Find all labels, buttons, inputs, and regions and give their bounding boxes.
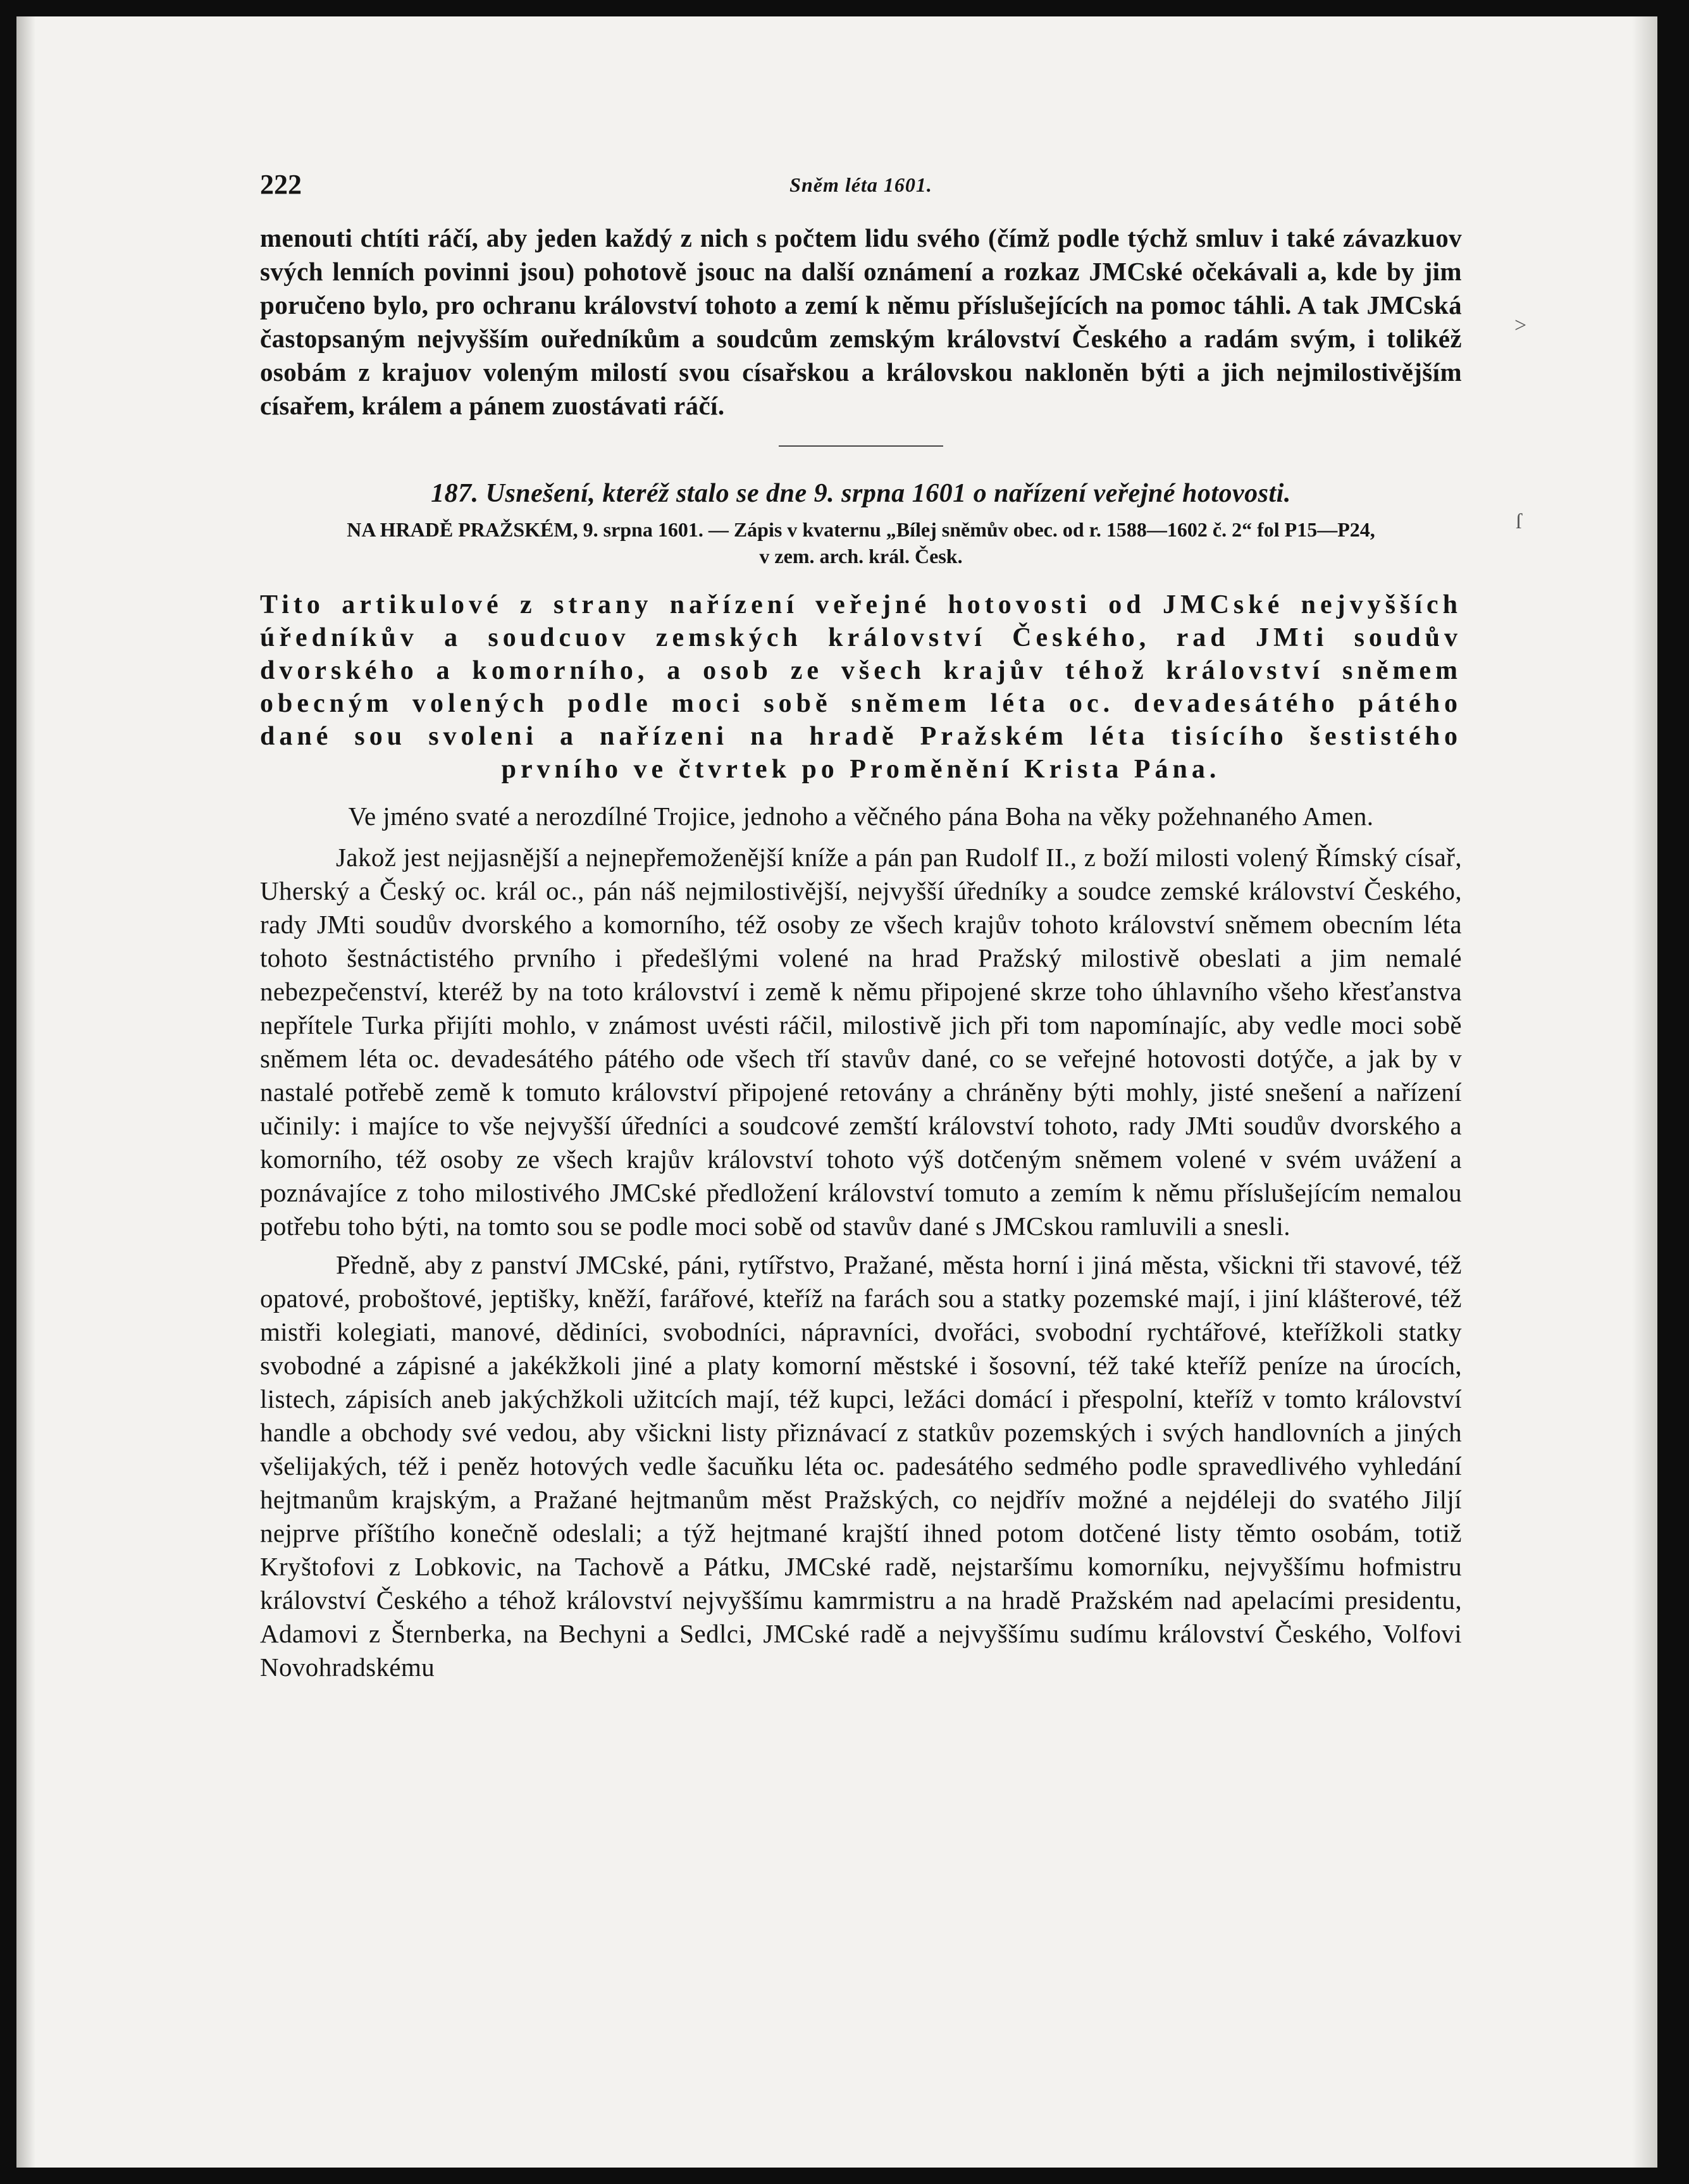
section-divider <box>779 445 943 447</box>
margin-mark: > <box>1514 314 1527 337</box>
page-header <box>260 168 1462 213</box>
text-block <box>260 168 1462 1684</box>
continuation-paragraph: menouti chtíti ráčí, aby jeden každý z nich s počtem lidu svého (čímž podle týchž smluv i také závazkuov svých lenních povinni jsou) pohotově jsouc na další oznámení a rozkaz JMCské očekávali a, kde by jim poručeno bylo, pro ochranu království tohoto a zemí k němu příslušejících na pomoc táhli. A tak JMCská častopsaným nejvyšším ouředníkům a soudcům zemským království Českého a radám svým, i tolikéž osobám z krajuov voleným milostí svou císařskou a královskou nakloněn býti a jich nejmilostivějším císařem, králem a pánem zuostávati ráčí. <box>260 223 1462 420</box>
invocation: Ve jméno svaté a nerozdílné Trojice, jednoho a věčného pána Boha na věky požehnaného Amen. <box>348 802 1374 831</box>
source-note-line-2: v zem. arch. král. Česk. <box>759 545 963 568</box>
articles-heading: Tito artikulové z strany nařízení veřejné hotovosti od JMCské nejvyšších úředníkův a soudcuov zemských království Českého, rad JMti soudův dvorského a komorního, a osob ze všech krajův téhož království sněmem obecným volených podle moci sobě sněmem léta oc. devadesátého pátého dané sou svoleni a nařízeni na hradě Pražském léta tisícího šestistého prvního ve čtvrtek po Proměnění Krista Pána. <box>260 590 1462 784</box>
running-head: Sněm léta 1601. <box>789 173 932 196</box>
source-note-line-1: NA HRADĚ PRAŽSKÉM, 9. srpna 1601. — Zápis v kvaternu „Bílej sněmův obec. od r. 1588—1602 č. 2“ fol P15—P24, <box>347 518 1375 541</box>
page-edge-shadow-left <box>16 16 35 2168</box>
page-edge-shadow-right <box>1632 16 1657 2168</box>
margin-mark: ſ <box>1516 510 1522 533</box>
scanned-page <box>16 16 1657 2168</box>
body-paragraph-2: Předně, aby z panství JMCské, páni, rytířstvo, Pražané, města horní i jiná města, všickni tři stavové, též opatové, proboštové, jeptišky, kněží, farářové, kteříž na farách sou a statky pozemské mají, i jiní klášterové, též mistři kolegiati, manové, dědiníci, svobodníci, nápravníci, dvořáci, svobodní rychtářové, kteřížkoli statky svobodné a zápisné a jakékžkoli jiné a platy komorní městské i šosovní, též také kteříž peníze na úrocích, listech, zápisích aneb jakýchžkoli užitcích mají, též kupci, ležáci domácí i přespolní, kteříž v tomto království handle a obchody své vedou, aby všickni listy přiznávací z statkův pozemských i svých handlovních a jiných všelijakých, též i peněz hotových vedle šacuňku léta oc. padesátého sedmého podle spravedlivého vyhledání hejtmanům krajským, a Pražané hejtmanům měst Pražských, co nejdřív možné a nejdéleji do svatého Jiljí nejprve příštího konečně odeslali; a týž hejtmané krajští ihned potom dotčené listy těmto osobám, totiž Kryštofovi z Lobkovic, na Tachově a Pátku, JMCské radě, nejstaršímu komorníku, nejvyššímu hofmistru království Českého a téhož království nejvyššímu kamrmistru a na hradě Pražském nad apelacími presidentu, Adamovi z Šternberka, na Bechyni a Sedlci, JMCské radě a nejvyššímu sudímu království Českého, Volfovi Novohradskému <box>260 1250 1462 1682</box>
page-number: 222 <box>260 169 302 200</box>
body-paragraph-1: Jakož jest nejjasnější a nejnepřemoženější kníže a pán pan Rudolf II., z boží milosti volený Římský císař, Uherský a Český oc. král oc., pán náš nejmilostivější, nejvyšší úředníky a soudce zemské království Českého, rady JMti soudův dvorského a komorního, též osoby ze všech krajův tohoto království sněmem obecním léta tohoto šestnáctistého prvního i předešlými volené na hrad Pražský milostivě obeslati a jim nemalé nebezpečenství, kteréž by na toto království i země k němu připojené skrze toho úhlavního všeho křesťanstva nepřítele Turka přijíti mohlo, v známost uvésti ráčil, milostivě jich při tom napomínajíc, aby vedle moci sobě sněmem léta oc. devadesátého pátého ode všech tří stavův dané, co se veřejné hotovosti dotýče, a jak by v nastalé potřebě země k tomuto království připojené retovány a chráněny býti mohly, jisté snešení a nařízení učinily: i majíce to vše nejvyšší úředníci a soudcové zemští království tohoto, rady JMti soudův dvorského a komorního, též osoby ze všech krajův království tohoto výš dotčeným sněmem volené v svém uvážení a poznávajíce z toho milostivého JMCské předložení království tomuto a zemím k němu příslušejícím nemalou potřebu toho býti, na tomto sou se podle moci sobě od stavův dané s JMCskou ramluvili a snesli. <box>260 843 1462 1241</box>
document-title: 187. Usnešení, kteréž stalo se dne 9. srpna 1601 o nařízení veřejné hotovosti. <box>431 479 1291 508</box>
